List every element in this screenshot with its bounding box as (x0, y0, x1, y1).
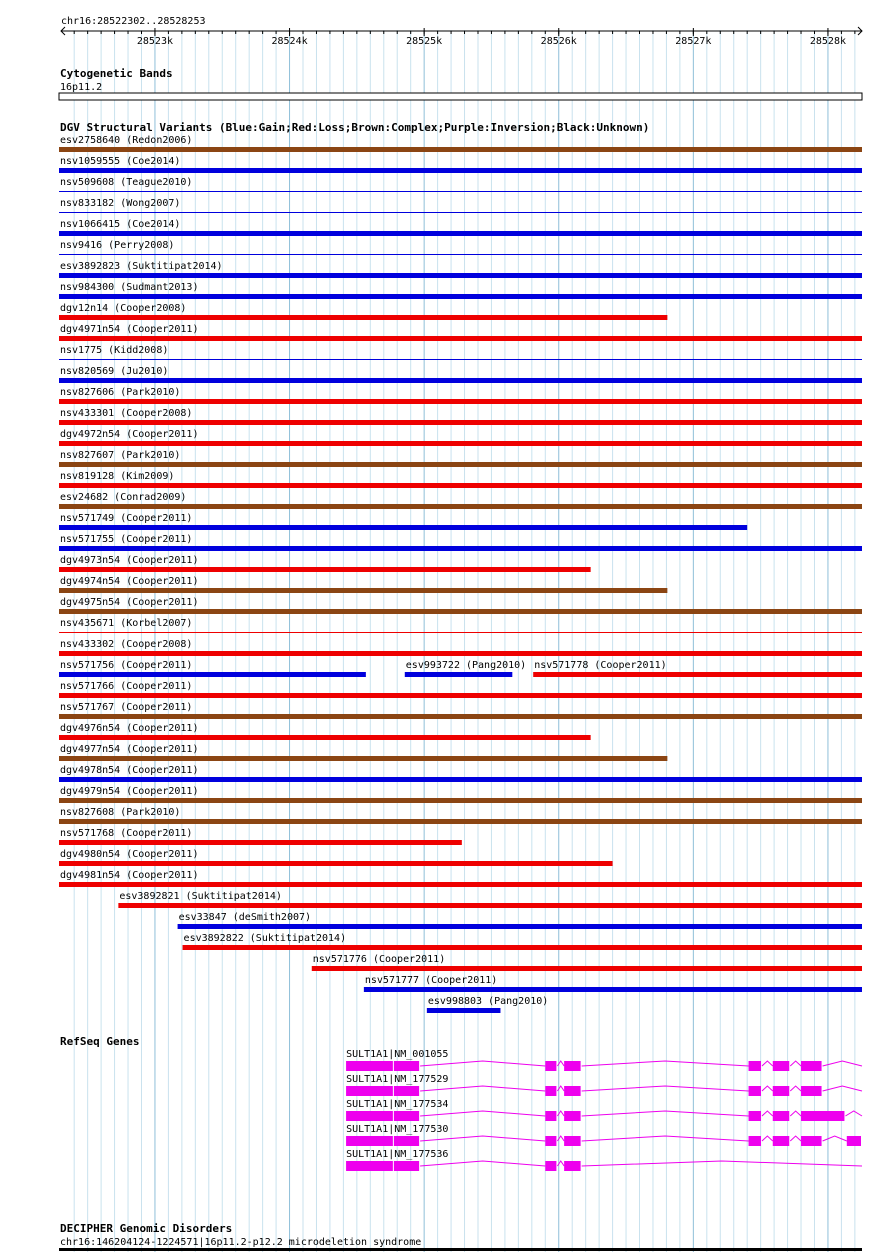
exon-block[interactable] (773, 1086, 789, 1096)
exon-block[interactable] (801, 1086, 822, 1096)
dgv-variant-label: dgv4973n54 (Cooper2011) (60, 555, 199, 566)
decipher-title: DECIPHER Genomic Disorders (60, 1222, 233, 1235)
dgv-variant-bar[interactable] (59, 231, 862, 236)
dgv-variant-bar[interactable] (59, 609, 862, 614)
intron-line (762, 1061, 773, 1066)
dgv-variant-label: nsv827608 (Park2010) (60, 807, 181, 818)
dgv-variant-label: nsv571768 (Cooper2011) (60, 828, 193, 839)
exon-block[interactable] (564, 1111, 580, 1121)
ruler-tick-label: 28523k (136, 36, 174, 47)
intron-line (823, 1136, 847, 1141)
transcript-label: SULT1A1|NM_177530 (346, 1124, 449, 1135)
dgv-variant-bar[interactable] (59, 525, 747, 530)
exon-block[interactable] (346, 1061, 393, 1071)
dgv-variant-label: nsv827606 (Park2010) (60, 387, 181, 398)
dgv-rows (59, 135, 862, 1013)
intron-line (582, 1111, 749, 1116)
dgv-variant-label: dgv4977n54 (Cooper2011) (60, 744, 199, 755)
exon-block[interactable] (773, 1111, 789, 1121)
dgv-title: DGV Structural Variants (Blue:Gain;Red:Loss;Brown:Complex;Purple:Inversion;Black:Unknown) (60, 121, 650, 134)
dgv-variant-label: esv3892822 (Suktitipat2014) (183, 933, 347, 944)
dgv-variant-label: dgv12n14 (Cooper2008) (60, 303, 187, 314)
dgv-variant-label: esv993722 (Pang2010) (405, 660, 527, 671)
decipher-feature-bar[interactable] (59, 1248, 862, 1251)
dgv-variant-bar[interactable] (59, 798, 862, 803)
exon-block[interactable] (564, 1061, 580, 1071)
intron-line (790, 1111, 801, 1116)
dgv-variant-bar[interactable] (59, 588, 667, 593)
dgv-variant-label: dgv4972n54 (Cooper2011) (60, 429, 199, 440)
dgv-variant-bar[interactable] (59, 315, 667, 320)
refseq-title: RefSeq Genes (60, 1035, 140, 1048)
dgv-variant-bar[interactable] (59, 168, 862, 173)
exon-block[interactable] (394, 1161, 419, 1171)
intron-line (790, 1136, 801, 1141)
exon-block[interactable] (801, 1136, 822, 1146)
intron-line (790, 1086, 801, 1091)
dgv-variant-label: nsv827607 (Park2010) (60, 450, 181, 461)
dgv-variant-label: nsv571766 (Cooper2011) (60, 681, 193, 692)
dgv-variant-bar[interactable] (59, 483, 862, 488)
exon-block[interactable] (346, 1086, 393, 1096)
dgv-variant-bar[interactable] (59, 882, 862, 887)
dgv-variant-label: dgv4978n54 (Cooper2011) (60, 765, 199, 776)
dgv-variant-bar[interactable] (59, 651, 862, 656)
transcript-label: SULT1A1|NM_177529 (346, 1074, 449, 1085)
dgv-variant-bar[interactable] (59, 378, 862, 383)
dgv-variant-label: dgv4979n54 (Cooper2011) (60, 786, 199, 797)
intron-line (582, 1161, 862, 1166)
dgv-variant-bar[interactable] (59, 399, 862, 404)
ruler-tick-label: 28526k (540, 36, 577, 47)
exon-block[interactable] (847, 1136, 861, 1146)
exon-block[interactable] (749, 1086, 761, 1096)
dgv-variant-bar[interactable] (59, 212, 862, 213)
exon-block[interactable] (773, 1136, 789, 1146)
decipher-feature-label: chr16:146204124-1224571|16p11.2-p12.2 microdeletion syndrome (60, 1237, 422, 1248)
intron-line (790, 1061, 801, 1066)
dgv-variant-label: nsv1059555 (Coe2014) (60, 156, 181, 167)
intron-line (420, 1061, 545, 1066)
intron-line (823, 1086, 862, 1091)
intron-line (582, 1136, 749, 1141)
exon-block[interactable] (394, 1111, 419, 1121)
dgv-variant-bar[interactable] (364, 987, 862, 992)
dgv-variant-label: esv33847 (deSmith2007) (178, 912, 312, 923)
cytoband-band-label: 16p11.2 (60, 82, 103, 93)
intron-line (823, 1061, 862, 1066)
dgv-variant-label: esv3892823 (Suktitipat2014) (60, 261, 223, 272)
dgv-variant-label: nsv571755 (Cooper2011) (60, 534, 193, 545)
ruler-tick-label: 28527k (675, 36, 712, 47)
intron-line (582, 1061, 749, 1066)
dgv-variant-bar[interactable] (59, 756, 667, 761)
dgv-variant-bar[interactable] (59, 861, 613, 866)
dgv-variant-bar[interactable] (59, 462, 862, 467)
transcript-label: SULT1A1|NM_001055 (346, 1049, 449, 1060)
intron-line (762, 1136, 773, 1141)
exon-block[interactable] (773, 1061, 789, 1071)
dgv-variant-label: nsv1066415 (Coe2014) (60, 219, 181, 230)
refseq-track (60, 1035, 862, 1171)
dgv-variant-bar[interactable] (312, 966, 862, 971)
exon-block[interactable] (545, 1061, 556, 1071)
dgv-variant-label: nsv9416 (Perry2008) (60, 240, 175, 251)
intron-line (420, 1111, 545, 1116)
dgv-variant-label: esv24682 (Conrad2009) (60, 492, 187, 503)
dgv-variant-bar[interactable] (59, 191, 862, 192)
dgv-variant-label: esv3892821 (Suktitipat2014) (119, 891, 282, 902)
exon-block[interactable] (749, 1061, 761, 1071)
dgv-variant-bar[interactable] (533, 672, 862, 677)
exon-block[interactable] (545, 1136, 556, 1146)
exon-block[interactable] (346, 1161, 393, 1171)
dgv-variant-bar[interactable] (59, 254, 862, 255)
exon-block[interactable] (346, 1136, 393, 1146)
dgv-variant-bar[interactable] (118, 903, 862, 908)
dgv-variant-label: dgv4971n54 (Cooper2011) (60, 324, 199, 335)
dgv-variant-label: nsv1775 (Kidd2008) (60, 345, 169, 356)
cytoband-track (59, 67, 862, 100)
exon-block[interactable] (545, 1111, 556, 1121)
intron-line (762, 1111, 773, 1116)
dgv-variant-bar[interactable] (59, 567, 591, 572)
exon-block[interactable] (564, 1086, 580, 1096)
dgv-variant-label: dgv4976n54 (Cooper2011) (60, 723, 199, 734)
ruler-ticks (61, 27, 862, 47)
refseq-rows (346, 1049, 862, 1171)
dgv-variant-label: nsv833182 (Wong2007) (60, 198, 181, 209)
ruler-tick-label: 28524k (271, 36, 308, 47)
dgv-variant-label: nsv571777 (Cooper2011) (364, 975, 498, 986)
intron-line (420, 1161, 545, 1166)
cytoband-title: Cytogenetic Bands (60, 67, 173, 80)
dgv-variant-bar[interactable] (59, 441, 862, 446)
dgv-variant-label: dgv4981n54 (Cooper2011) (60, 870, 199, 881)
dgv-variant-bar[interactable] (59, 147, 862, 152)
dgv-variant-bar[interactable] (59, 714, 862, 719)
transcript-label: SULT1A1|NM_177534 (346, 1099, 449, 1110)
dgv-variant-bar[interactable] (183, 945, 862, 950)
exon-block[interactable] (749, 1136, 761, 1146)
intron-line (762, 1086, 773, 1091)
exon-block[interactable] (394, 1086, 419, 1096)
dgv-variant-bar[interactable] (59, 735, 591, 740)
intron-line (420, 1136, 545, 1141)
dgv-variant-label: nsv571756 (Cooper2011) (60, 660, 193, 671)
exon-block[interactable] (749, 1111, 761, 1121)
dgv-track (59, 121, 862, 1013)
region-label: chr16:28522302..28528253 (61, 16, 206, 27)
transcript-label: SULT1A1|NM_177536 (346, 1149, 449, 1160)
dgv-variant-bar[interactable] (427, 1008, 501, 1013)
dgv-variant-label: nsv984300 (Sudmant2013) (60, 282, 199, 293)
dgv-variant-label: nsv820569 (Ju2010) (60, 366, 169, 377)
dgv-variant-label: nsv571749 (Cooper2011) (60, 513, 193, 524)
dgv-variant-bar[interactable] (59, 294, 862, 299)
ruler-tick-label: 28528k (809, 36, 847, 47)
exon-block[interactable] (545, 1086, 556, 1096)
cytoband-band[interactable] (59, 93, 862, 100)
dgv-variant-label: nsv571767 (Cooper2011) (60, 702, 193, 713)
ruler-track (61, 16, 862, 47)
dgv-variant-label: dgv4974n54 (Cooper2011) (60, 576, 199, 587)
exon-block[interactable] (564, 1136, 580, 1146)
intron-line (582, 1086, 749, 1091)
dgv-variant-label: nsv571778 (Cooper2011) (534, 660, 667, 671)
dgv-variant-bar[interactable] (59, 420, 862, 425)
exon-block[interactable] (801, 1111, 844, 1121)
dgv-variant-bar[interactable] (59, 777, 862, 782)
dgv-variant-label: esv2758640 (Redon2006) (60, 135, 193, 146)
dgv-variant-label: nsv433301 (Cooper2008) (60, 408, 193, 419)
dgv-variant-bar[interactable] (59, 359, 862, 360)
exon-block[interactable] (801, 1061, 822, 1071)
exon-block[interactable] (545, 1161, 556, 1171)
dgv-variant-label: dgv4975n54 (Cooper2011) (60, 597, 199, 608)
dgv-variant-bar[interactable] (59, 819, 862, 824)
dgv-variant-bar[interactable] (59, 693, 862, 698)
dgv-variant-label: esv998803 (Pang2010) (427, 996, 549, 1007)
dgv-variant-label: nsv571776 (Cooper2011) (312, 954, 446, 965)
dgv-variant-label: dgv4980n54 (Cooper2011) (60, 849, 199, 860)
dgv-variant-bar[interactable] (59, 546, 862, 551)
dgv-variant-label: nsv433302 (Cooper2008) (60, 639, 193, 650)
intron-line (845, 1111, 862, 1116)
ruler-tick-label: 28525k (406, 36, 443, 47)
intron-line (420, 1086, 545, 1091)
exon-block[interactable] (346, 1111, 393, 1121)
dgv-variant-bar[interactable] (59, 840, 462, 845)
exon-block[interactable] (564, 1161, 580, 1171)
dgv-variant-bar[interactable] (59, 672, 366, 677)
dgv-variant-bar[interactable] (59, 336, 862, 341)
dgv-variant-bar[interactable] (59, 504, 862, 509)
dgv-variant-label: nsv819128 (Kim2009) (60, 471, 175, 482)
dgv-variant-label: nsv509608 (Teague2010) (60, 177, 193, 188)
dgv-variant-bar[interactable] (59, 273, 862, 278)
exon-block[interactable] (394, 1061, 419, 1071)
dgv-variant-bar[interactable] (178, 924, 862, 929)
dgv-variant-bar[interactable] (405, 672, 513, 677)
dgv-variant-label: nsv435671 (Korbel2007) (60, 618, 193, 629)
exon-block[interactable] (394, 1136, 419, 1146)
decipher-track (59, 1222, 862, 1251)
dgv-variant-bar[interactable] (59, 632, 862, 633)
